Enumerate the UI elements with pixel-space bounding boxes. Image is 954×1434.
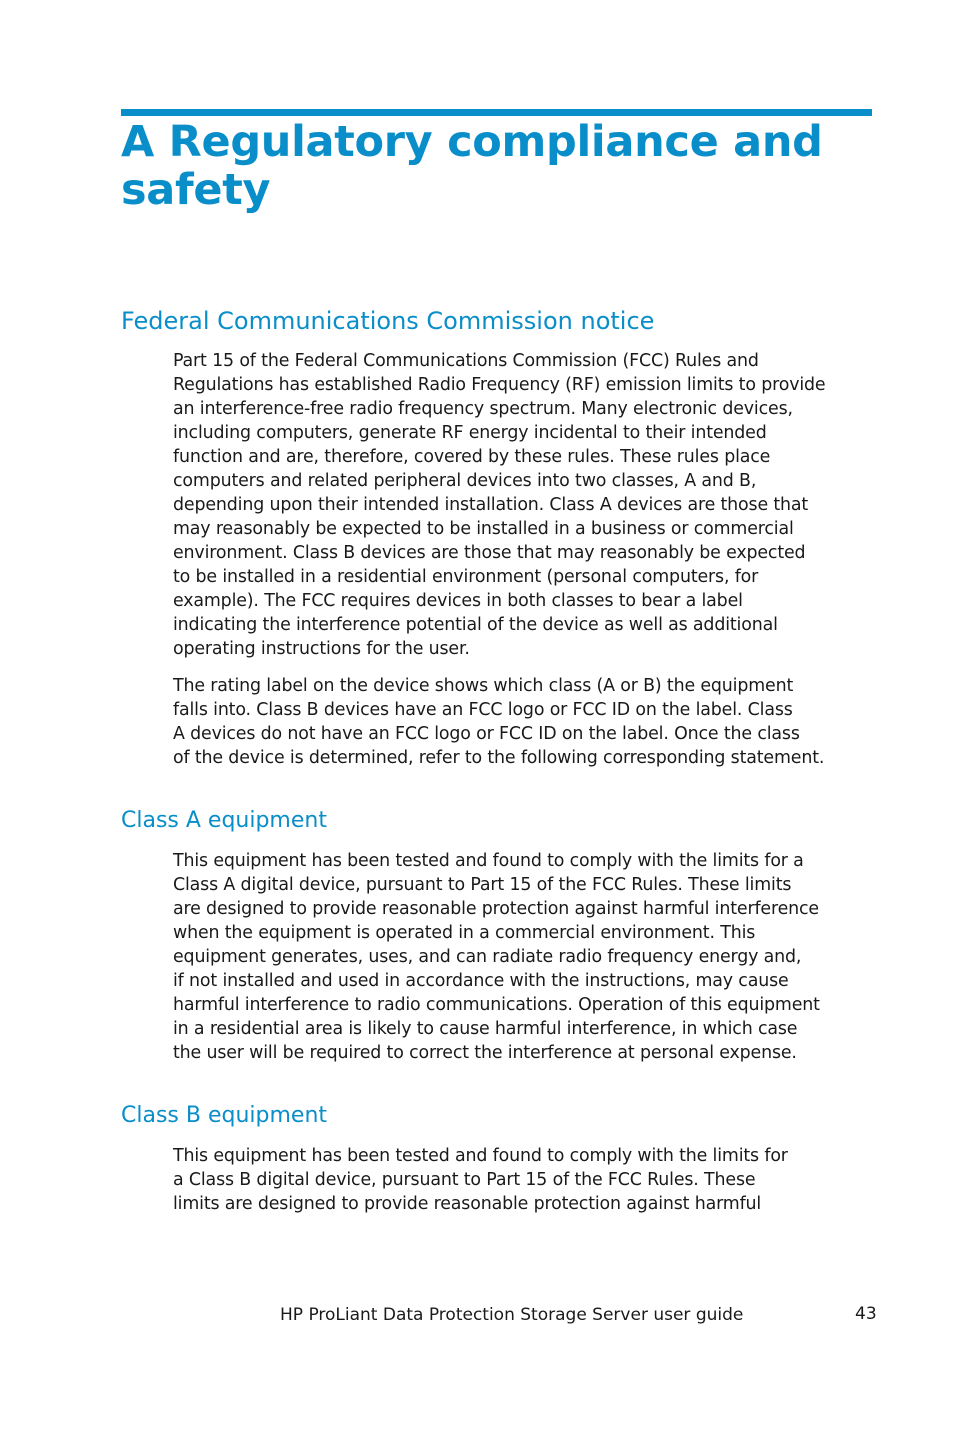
- section-heading-fcc-notice: Federal Communications Commission notice: [121, 307, 655, 335]
- chapter-title: A Regulatory compliance and safety: [121, 117, 823, 215]
- fcc-notice-paragraph-2: The rating label on the device shows which class (A or B) the equipment falls into. Class B devices have an FCC logo or FCC ID on the label. Class A devices do not have an FCC logo or FCC ID on the label. Once the class of the device is determined, refer to the following corresponding statement.: [173, 676, 825, 768]
- footer-guide-title: HP ProLiant Data Protection Storage Server user guide: [280, 1305, 744, 1325]
- section-heading-class-b: Class B equipment: [121, 1103, 328, 1128]
- section-heading-class-a: Class A equipment: [121, 808, 327, 833]
- chapter-top-rule: [121, 109, 872, 116]
- class-b-paragraph: This equipment has been tested and found to comply with the limits for a Class B digital device, pursuant to Part 15 of the FCC Rules. These limits are designed to provide reasonable protection against harmful: [173, 1146, 788, 1214]
- fcc-notice-paragraph-1: Part 15 of the Federal Communications Commission (FCC) Rules and Regulations has established Radio Frequency (RF) emission limits to provide an interference-free radio frequency spectrum. Many electronic devices, including computers, generate RF energy incidental to their intended function and are, therefore, covered by these rules. These rules place computers and related peripheral devices into two classes, A and B, depending upon their intended installation. Class A devices are those that may reasonably be expected to be installed in a business or commercial environment. Class B devices are those that may reasonably be expected to be installed in a residential environment (personal computers, for example). The FCC requires devices in both classes to bear a label indicating the interference potential of the device as well as additional operating instructions for the user.: [173, 351, 826, 659]
- class-a-paragraph: This equipment has been tested and found to comply with the limits for a Class A digital device, pursuant to Part 15 of the FCC Rules. These limits are designed to provide reasonable protection against harmful interference when the equipment is operated in a commercial environment. This equipment generates, uses, and can radiate radio frequency energy and, if not installed and used in accordance with the instructions, may cause harmful interference to radio communications. Operation of this equipment in a residential area is likely to cause harmful interference, in which case the user will be required to correct the interference at personal expense.: [173, 851, 820, 1063]
- page-number: 43: [855, 1304, 877, 1324]
